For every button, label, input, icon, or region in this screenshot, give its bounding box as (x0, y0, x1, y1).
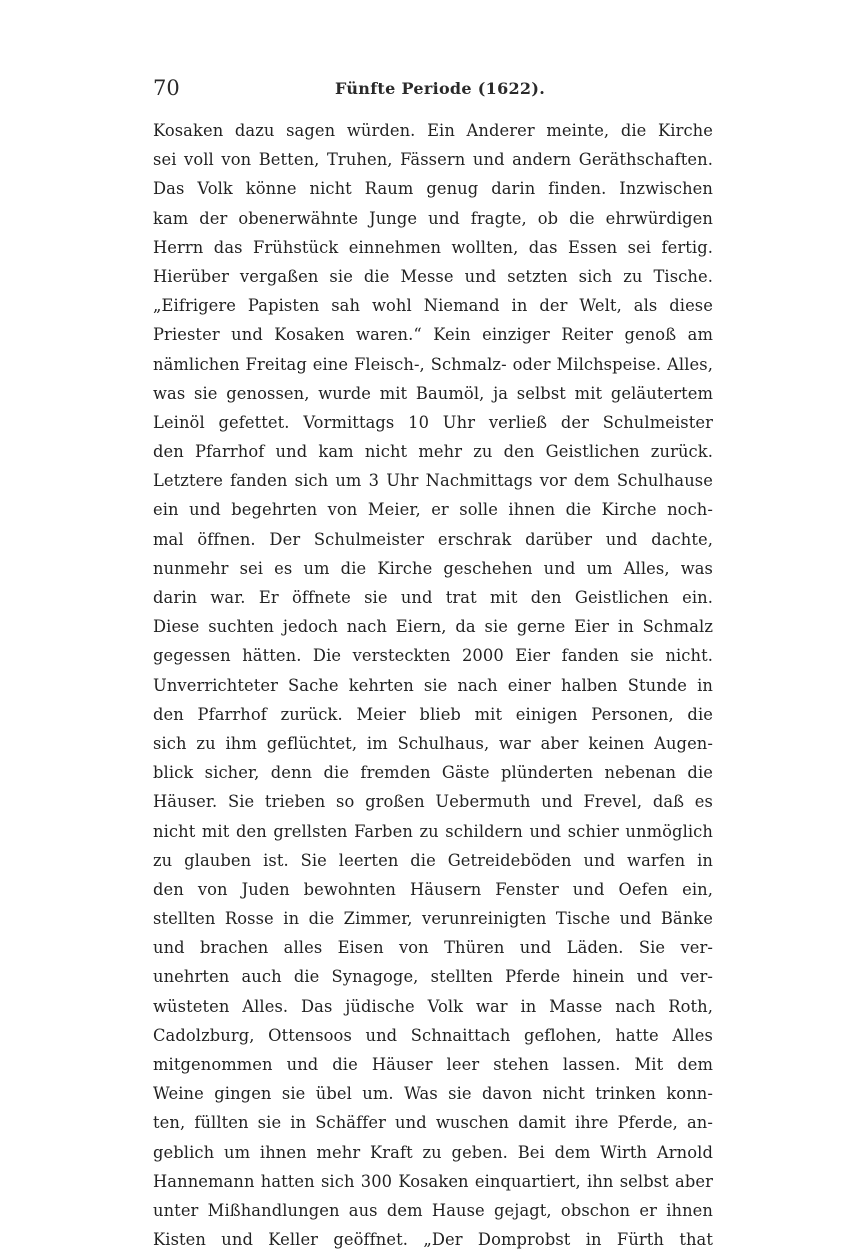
text-line: wüsteten Alles. Das jüdische Volk war in Masse nach Roth, (153, 996, 713, 1016)
text-line: und brachen alles Eisen von Thüren und Läden. Sie ver- (153, 938, 713, 958)
text-line: Unverrichteter Sache kehrten sie nach einer halben Stunde in (153, 675, 713, 695)
text-line: kam der obenerwähnte Junge und fragte, ob die ehrwürdigen (153, 208, 713, 228)
text-line: geblich um ihnen mehr Kraft zu geben. Bei dem Wirth Arnold (153, 1142, 713, 1162)
text-line: stellten Rosse in die Zimmer, verunreinigten Tische und Bänke (153, 909, 713, 929)
text-line: unter Mißhandlungen aus dem Hause gejagt, obschon er ihnen (153, 1200, 713, 1220)
text-line: Hierüber vergaßen sie die Messe und setzten sich zu Tische. (153, 266, 713, 286)
text-line: mal öffnen. Der Schulmeister erschrak darüber und dachte, (153, 529, 713, 549)
text-line: Weine gingen sie übel um. Was sie davon nicht trinken konn- (153, 1084, 713, 1104)
text-line: zu glauben ist. Sie leerten die Getreideböden und warfen in (153, 850, 713, 870)
text-line: nunmehr sei es um die Kirche geschehen und um Alles, was (153, 558, 713, 578)
text-line: nämlichen Freitag eine Fleisch-, Schmalz- oder Milchspeise. Alles, (153, 354, 713, 374)
text-line: nicht mit den grellsten Farben zu schildern und schier unmöglich (153, 821, 713, 841)
text-line: den Pfarrhof zurück. Meier blieb mit einigen Personen, die (153, 704, 713, 724)
text-line: Letztere fanden sich um 3 Uhr Nachmittags vor dem Schulhause (153, 471, 713, 491)
text-line: Häuser. Sie trieben so großen Uebermuth und Frevel, daß es (153, 792, 713, 812)
text-line: gegessen hätten. Die versteckten 2000 Eier fanden sie nicht. (153, 646, 713, 666)
text-line: darin war. Er öffnete sie und trat mit den Geistlichen ein. (153, 588, 713, 607)
text-line: sich zu ihm geflüchtet, im Schulhaus, war aber keinen Augen- (153, 733, 713, 753)
text-line: Kisten und Keller geöffnet. „Der Domprobst in Fürth that (153, 1230, 713, 1250)
text-line: Kosaken dazu sagen würden. Ein Anderer meinte, die Kirche (153, 121, 713, 140)
text-line: ten, füllten sie in Schäffer und wuschen damit ihre Pferde, an- (153, 1113, 713, 1133)
text-line: Leinöl gefettet. Vormittags 10 Uhr verließ der Schulmeister (153, 412, 713, 432)
text-line: was sie genossen, wurde mit Baumöl, ja selbst mit geläutertem (153, 383, 713, 403)
text-line: den von Juden bewohnten Häusern Fenster und Oefen ein, (153, 879, 713, 899)
text-line: mitgenommen und die Häuser leer stehen lassen. Mit dem (153, 1055, 713, 1074)
text-line: blick sicher, denn die fremden Gäste plünderten nebenan die (153, 763, 713, 783)
text-line: ein und begehrten von Meier, er solle ihnen die Kirche noch- (153, 500, 713, 520)
page-number: 70 (153, 76, 180, 100)
text-line: Hannemann hatten sich 300 Kosaken einquartiert, ihn selbst aber (153, 1171, 713, 1191)
page-header (153, 74, 713, 102)
text-line: Priester und Kosaken waren.“ Kein einziger Reiter genoß am (153, 325, 713, 345)
text-line: Das Volk könne nicht Raum genug darin finden. Inzwischen (153, 179, 713, 199)
text-line: Cadolzburg, Ottensoos und Schnaittach geflohen, hatte Alles (153, 1025, 713, 1045)
text-line: sei voll von Betten, Truhen, Fässern und andern Geräthschaften. (153, 150, 713, 170)
text-line: Herrn das Frühstück einnehmen wollten, das Essen sei fertig. (153, 237, 713, 257)
text-line: „Eifrigere Papisten sah wohl Niemand in der Welt, als diese (153, 296, 713, 316)
text-line: unehrten auch die Synagoge, stellten Pferde hinein und ver- (153, 967, 713, 987)
body-text (153, 116, 713, 1254)
text-line: den Pfarrhof und kam nicht mehr zu den Geistlichen zurück. (153, 442, 713, 462)
text-line: Diese suchten jedoch nach Eiern, da sie gerne Eier in Schmalz (153, 617, 713, 637)
running-head: Fünfte Periode (1622). (335, 79, 546, 98)
